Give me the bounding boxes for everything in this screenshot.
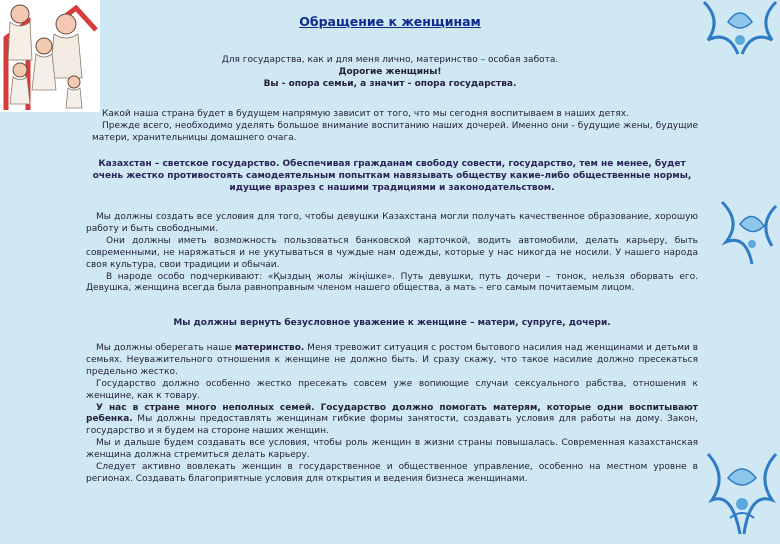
text-run: Мы должны предоставлять женщинам гибкие формы занятости, создавать условия для работы на дому. Закон, государство и я будем на стороне наших женщин. [86,414,698,437]
section-motherhood [86,343,698,486]
paragraph: Следует активно вовлекать женщин в государственное и общественное управление, особенно на местном уровне в регионах. Создавать благоприятные условия для открытия и ведения бизнеса женщинами. [86,462,698,484]
ornament-icon [712,198,780,268]
text-run: Меня тревожит ситуация с ростом бытового насилия над женщинами и детьми в семьях. Неуважительного отношения к женщине не должно быть. И сразу скажу, что такое насилие должно пресекаться предельно жестко. [86,343,699,377]
section-children [92,109,698,145]
paragraph: Мы должны создать все условия для того, чтобы девушки Казахстана могли получать качественное образование, хорошую работу и быть свободными. [86,212,698,234]
paragraph: Государство должно особенно жестко пресекать совсем уже вопиющие случаи сексуального рабства, отношения к женщине, как к товару. [86,378,698,401]
paragraph: Казахстан – светское государство. Обеспечивая гражданам свободу совести, государство, тем не менее, будет очень жестко противостоять самодеятельным попыткам навязывать обществу какие-либо общественные нормы, идущие вразрез с нашими традициями и законодательством. [92,159,692,193]
paragraph: Какой наша страна будет в будущем напрямую зависит от того, что мы сегодня воспитываем в наших детях. [102,109,629,119]
ornament-icon [700,448,780,540]
intro-line: Вы - опора семьи, а значит - опора государства. [263,79,517,89]
text-run: Мы должны оберегать наше [96,343,235,353]
text-run-bold: материнство. [234,343,305,353]
section-respect [86,318,698,330]
intro-line: Для государства, как и для меня лично, материнство – особая забота. [221,55,559,65]
page-title: Обращение к женщинам [299,14,481,29]
intro [0,54,780,90]
intro-greeting: Дорогие женщины! [338,67,442,77]
paragraph: Мы и дальше будем создавать все условия, чтобы роль женщин в жизни страны повышалась. Современная казахстанская женщина должна стремиться делать карьеру. [86,438,698,461]
paragraph: Мы должны вернуть безусловное уважение к женщине – матери, супруге, дочери. [173,318,611,328]
paragraph: В народе особо подчеркивают: «Қыздың жолы жіңішке». Путь девушки, путь дочери – тонок, нельзя оборвать его. Девушка, женщина всегда была равноправным членом нашего общества, а мать – его самым почитаемым лицом. [86,271,698,294]
paragraph [86,343,698,379]
paragraph: Они должны иметь возможность пользоваться банковской карточкой, водить автомобили, делать карьеру, быть современными, не наряжаться и не укутываться в чуждые нам одежды, которые у нас никогда не носили. У нашего народа своя культура, свои традиции и обычаи. [86,235,698,270]
paragraph: Прежде всего, необходимо уделять большое внимание воспитанию наших дочерей. Именно они - будущие жены, будущие матери, хранительницы домашнего очага. [92,120,698,143]
text-run-bold: У нас в стране много неполных семей. Государство должно помогать матерям, которые одни воспитывают ребенка. [86,402,698,425]
section-secular-state [86,159,698,195]
paragraph [86,403,698,439]
section-girls [86,212,698,295]
